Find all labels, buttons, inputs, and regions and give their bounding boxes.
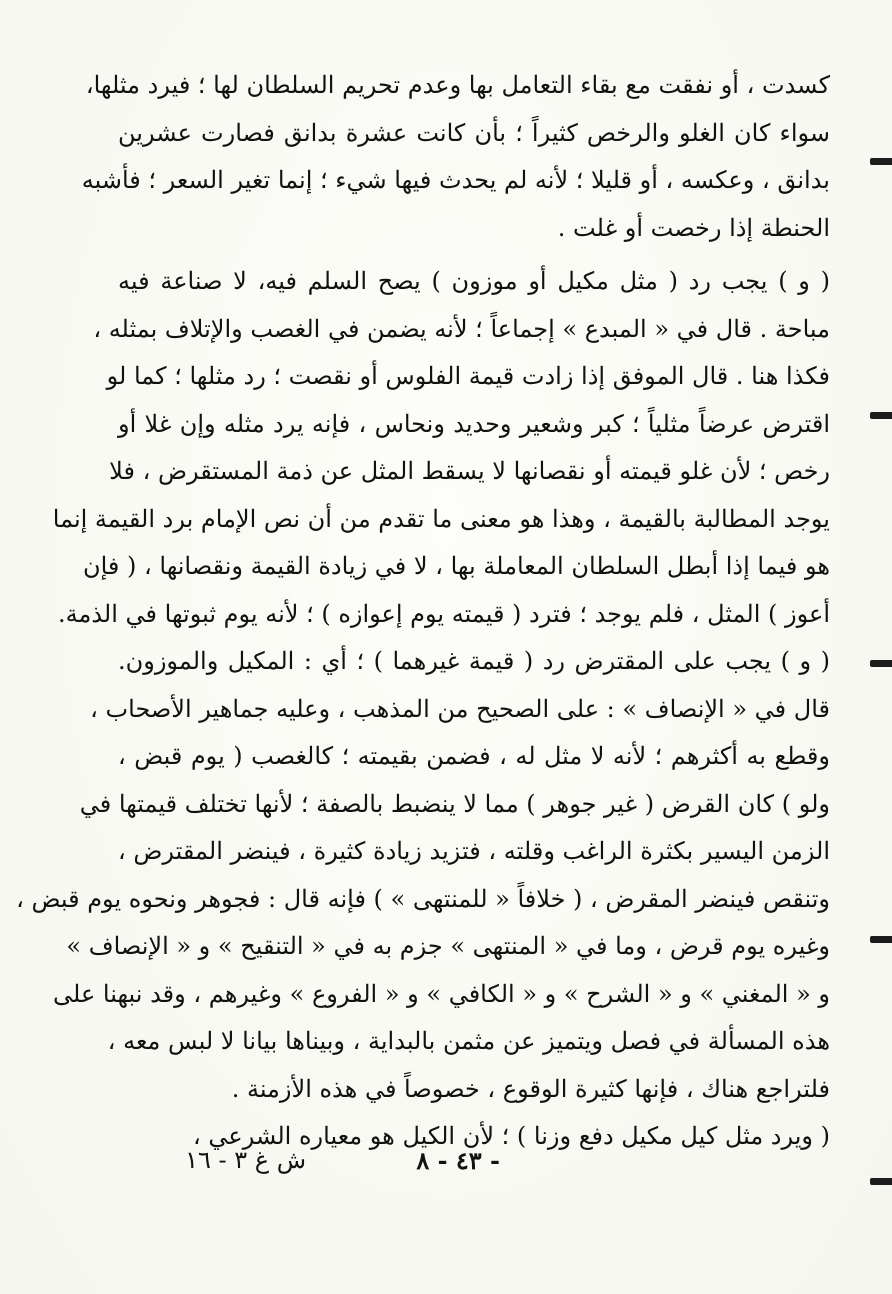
text-line: اقترض عرضاً مثلياً ؛ كبر وشعير وحديد ونحاس ، فإنه يرد مثله وإن غلا أو xyxy=(118,409,830,438)
text-line: بدانق ، وعكسه ، أو قليلا ؛ لأنه لم يحدث فيها شيء ؛ إنما تغير السعر ؛ فأشبه xyxy=(81,166,830,194)
text-line: ولو ) كان القرض ( غير جوهر ) مما لا ينضبط بالصفة ؛ لأنها تختلف قيمتها في xyxy=(79,789,830,818)
text-line: وغيره يوم قرض ، وما في « المنتهى » جزم به في « التنقيح » و « الإنصاف » xyxy=(66,932,830,960)
text-line: ( و ) يجب رد ( مثل مكيل أو موزون ) يصح السلم فيه، لا صناعة فيه xyxy=(118,267,830,295)
text-line: هذه المسألة في فصل ويتميز عن مثمن بالبداية ، وبيناها بيانا لا لبس معه ، xyxy=(107,1027,830,1055)
text-line: و « المغني » و « الشرح » و « الكافي » و « الفروع » وغيرهم ، وقد نبهنا على xyxy=(53,979,830,1008)
paragraph xyxy=(52,258,830,638)
body-text xyxy=(16,62,830,1161)
page-number: - ٤٣ - ٨ xyxy=(416,1146,500,1175)
text-line: أعوز ) المثل ، فلم يوجد ؛ فترد ( قيمته يوم إعوازه ) ؛ لأنه يوم ثبوتها في الذمة. xyxy=(57,599,830,628)
text-line: ( و ) يجب على المقترض رد ( قيمة غيرهما ) ؛ أي : المكيل والموزون. xyxy=(118,647,830,675)
text-line: وقطع به أكثرهم ؛ لأنه لا مثل له ، فضمن بقيمته ؛ كالغصب ( يوم قبض ، xyxy=(118,742,830,770)
signature-mark: ش غ ٣ - ١٦ xyxy=(185,1146,306,1174)
page-footer xyxy=(0,1146,892,1186)
binding-mark xyxy=(870,1178,892,1185)
paragraph xyxy=(16,638,830,1113)
text-line: سواء كان الغلو والرخص كثيراً ؛ بأن كانت عشرة بدانق فصارت عشرين xyxy=(118,118,830,147)
text-line: فلتراجع هناك ، فإنها كثيرة الوقوع ، خصوصاً في هذه الأزمنة . xyxy=(231,1074,830,1103)
text-line: فكذا هنا . قال الموفق إذا زادت قيمة الفلوس أو نقصت ؛ رد مثلها ؛ كما لو xyxy=(106,362,830,390)
text-line: رخص ؛ لأن غلو قيمته أو نقصانها لا يسقط المثل عن ذمة المستقرض ، فلا xyxy=(109,457,830,485)
text-line: يوجد المطالبة بالقيمة ، وهذا هو معنى ما تقدم من أن نص الإمام برد القيمة إنما xyxy=(52,504,830,533)
text-line: مباحة . قال في « المبدع » إجماعاً ؛ لأنه يضمن في الغصب والإتلاف بمثله ، xyxy=(93,314,830,343)
text-line: قال في « الإنصاف » : على الصحيح من المذهب ، وعليه جماهير الأصحاب ، xyxy=(90,694,830,723)
binding-mark xyxy=(870,936,892,943)
text-line: الزمن اليسير بكثرة الراغب وقلته ، فتزيد زيادة كثيرة ، فينضر المقترض ، xyxy=(118,837,830,865)
binding-mark xyxy=(870,412,892,419)
binding-mark xyxy=(870,158,892,165)
binding-mark xyxy=(870,660,892,667)
paragraph xyxy=(81,62,830,252)
text-line: وتنقص فينضر المقرض ، ( خلافاً « للمنتهى » ) فإنه قال : فجوهر ونحوه يوم قبض ، xyxy=(16,884,830,913)
text-line: كسدت ، أو نفقت مع بقاء التعامل بها وعدم تحريم السلطان لها ؛ فيرد مثلها، xyxy=(85,71,830,99)
text-line: ( ويرد مثل كيل مكيل دفع وزنا ) ؛ لأن الكيل هو معياره الشرعي ، xyxy=(193,1122,830,1150)
text-line: الحنطة إذا رخصت أو غلت . xyxy=(557,213,830,242)
text-line: هو فيما إذا أبطل السلطان المعاملة بها ، لا في زيادة القيمة ونقصانها ، ( فإن xyxy=(82,552,830,580)
